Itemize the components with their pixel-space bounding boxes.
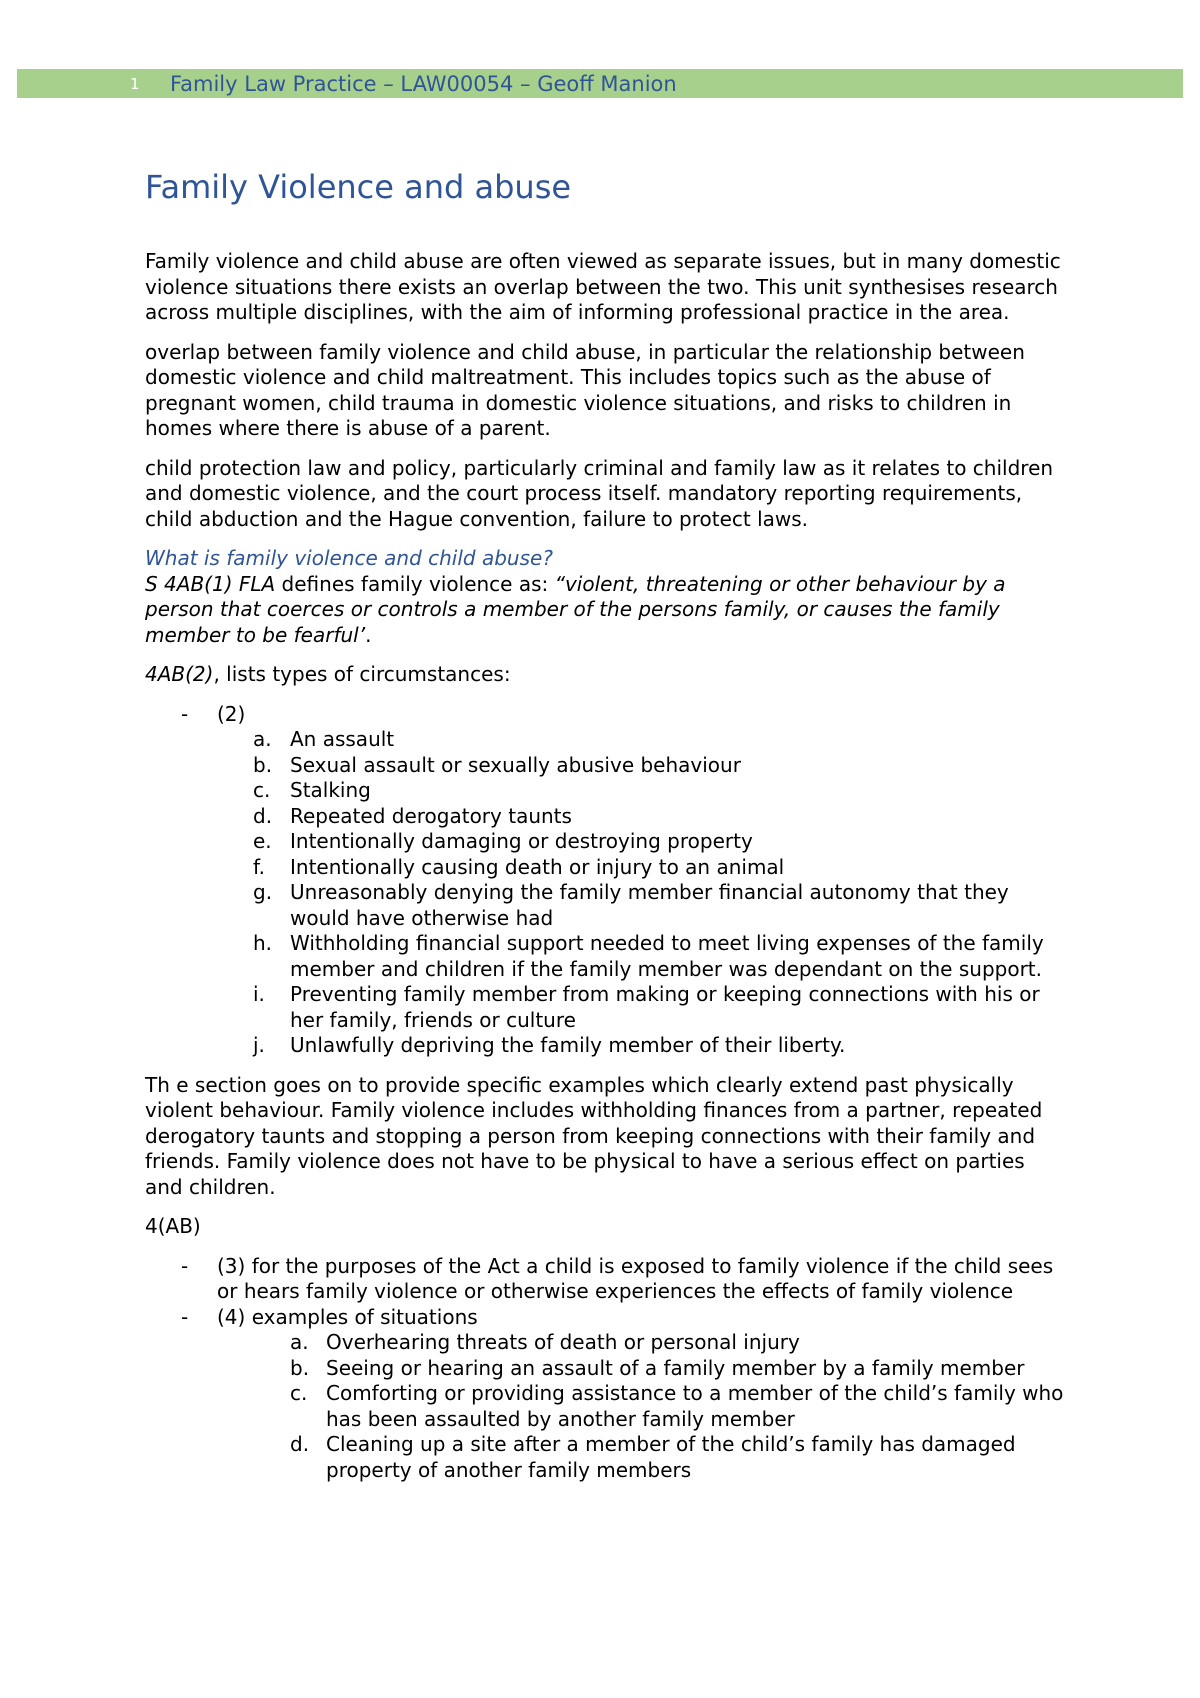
circumstances-text: , lists types of circumstances: bbox=[213, 662, 511, 686]
examples-items bbox=[145, 1330, 1065, 1483]
list-item-text: Comforting or providing assistance to a member of the child’s family who has been assaulted by another family member bbox=[326, 1381, 1064, 1431]
point-4-text: (4) examples of situations bbox=[217, 1304, 478, 1329]
list-item-text: Repeated derogatory taunts bbox=[290, 803, 572, 828]
dash-marker: - bbox=[181, 1304, 189, 1329]
list-item bbox=[145, 855, 1065, 881]
section-reference: S 4AB(1) FLA bbox=[145, 571, 276, 596]
list-item-marker: a. bbox=[253, 727, 272, 751]
circumstances-subsection bbox=[145, 702, 1065, 728]
list-item-text: Unreasonably denying the family member financial autonomy that they would have otherwise had bbox=[290, 880, 1009, 930]
document-body bbox=[145, 165, 1065, 1483]
document-title: Family Violence and abuse bbox=[145, 168, 572, 206]
list-item-marker: i. bbox=[253, 982, 265, 1006]
list-item-text: An assault bbox=[290, 727, 395, 751]
list-item-text: Stalking bbox=[290, 778, 371, 802]
list-item-marker: f. bbox=[253, 854, 265, 879]
section-4ab-point-3 bbox=[145, 1254, 1065, 1305]
list-item-marker: b. bbox=[290, 1355, 310, 1380]
header-title: Family Law Practice – LAW00054 – Geoff Manion bbox=[170, 72, 677, 96]
list-item-marker: h. bbox=[253, 931, 273, 955]
circumstances-list bbox=[145, 702, 1065, 728]
list-item-marker: b. bbox=[253, 752, 273, 777]
list-item-marker: a. bbox=[290, 1330, 309, 1354]
list-item bbox=[145, 1033, 1065, 1059]
definition-paragraph bbox=[145, 572, 1065, 649]
circumstances-items bbox=[145, 727, 1065, 1059]
list-item-marker: j. bbox=[253, 1033, 265, 1057]
list-item-marker: g. bbox=[253, 880, 273, 904]
definition-heading: What is family violence and child abuse? bbox=[145, 546, 553, 570]
section-4ab-list bbox=[145, 1254, 1065, 1331]
list-item-text: Overhearing threats of death or personal injury bbox=[326, 1330, 800, 1354]
list-item-marker: d. bbox=[290, 1432, 310, 1456]
list-item bbox=[145, 829, 1065, 855]
list-item-marker: d. bbox=[253, 803, 273, 828]
dash-marker: - bbox=[181, 701, 189, 726]
section-4ab-point-4 bbox=[145, 1305, 1065, 1331]
list-item bbox=[145, 804, 1065, 830]
list-item bbox=[145, 753, 1065, 779]
list-item bbox=[145, 1330, 1065, 1356]
intro-paragraph-2: overlap between family violence and child abuse, in particular the relationship between domestic violence and child maltreatment. This includes topics such as the abuse of pregnant women, child trauma in domestic violence situations, and risks to children in homes where there is abuse of a parent. bbox=[145, 339, 1025, 440]
list-item bbox=[145, 778, 1065, 804]
list-item-text: Preventing family member from making or keeping connections with his or her family, friends or culture bbox=[290, 982, 1040, 1032]
list-item bbox=[145, 1381, 1065, 1432]
list-item-text: Sexual assault or sexually abusive behaviour bbox=[290, 752, 741, 777]
list-item-marker: c. bbox=[253, 778, 271, 802]
summary-paragraph: Th e section goes on to provide specific examples which clearly extend past physically violent behaviour. Family violence includes withholding finances from a partner, repeated derogatory taunts and stopping a person from keeping connections with their family and friends. Family violence does not have to be physical to have a serious effect on parties and children. bbox=[145, 1072, 1043, 1199]
definition-quote: “violent, threatening or other behaviour by a person that coerces or controls a member of the persons family, or causes the family member to be fearful’ bbox=[145, 571, 1006, 647]
intro-paragraph-3: child protection law and policy, particularly criminal and family law as it relates to children and domestic violence, and the court process itself. mandatory reporting requirements, child abduction and the Hague convention, failure to protect laws. bbox=[145, 455, 1054, 531]
dash-marker: - bbox=[181, 1253, 189, 1278]
list-item-text: Intentionally causing death or injury to an animal bbox=[290, 854, 785, 879]
definition-end: . bbox=[365, 622, 372, 647]
list-item-marker: e. bbox=[253, 829, 272, 853]
circumstances-intro bbox=[145, 662, 1065, 688]
list-item bbox=[145, 880, 1065, 931]
section-4ab-label: 4(AB) bbox=[145, 1214, 201, 1238]
list-item bbox=[145, 1356, 1065, 1382]
list-item-text: Withholding financial support needed to meet living expenses of the family member and children if the family member was dependant on the support. bbox=[290, 931, 1044, 981]
intro-paragraph-1: Family violence and child abuse are often viewed as separate issues, but in many domestic violence situations there exists an overlap between the two. This unit synthesises research across multiple disciplines, with the aim of informing professional practice in the area. bbox=[145, 249, 1061, 324]
list-item bbox=[145, 982, 1065, 1033]
circumstances-ref: 4AB(2) bbox=[145, 662, 214, 686]
list-item-marker: c. bbox=[290, 1381, 308, 1405]
list-item-text: Unlawfully depriving the family member of their liberty. bbox=[290, 1033, 846, 1057]
point-3-text: (3) for the purposes of the Act a child is exposed to family violence if the child sees or hears family violence or otherwise experiences the effects of family violence bbox=[217, 1253, 1054, 1303]
subsection-label: (2) bbox=[217, 701, 246, 726]
list-item-text: Seeing or hearing an assault of a family member by a family member bbox=[326, 1355, 1025, 1380]
list-item bbox=[145, 727, 1065, 753]
page-number: 1 bbox=[130, 75, 140, 93]
list-item bbox=[145, 1432, 1065, 1483]
list-item-text: Cleaning up a site after a member of the child’s family has damaged property of another family members bbox=[326, 1432, 1016, 1482]
list-item-text: Intentionally damaging or destroying property bbox=[290, 829, 753, 853]
list-item bbox=[145, 931, 1065, 982]
definition-lead-text: defines family violence as: bbox=[275, 571, 555, 596]
